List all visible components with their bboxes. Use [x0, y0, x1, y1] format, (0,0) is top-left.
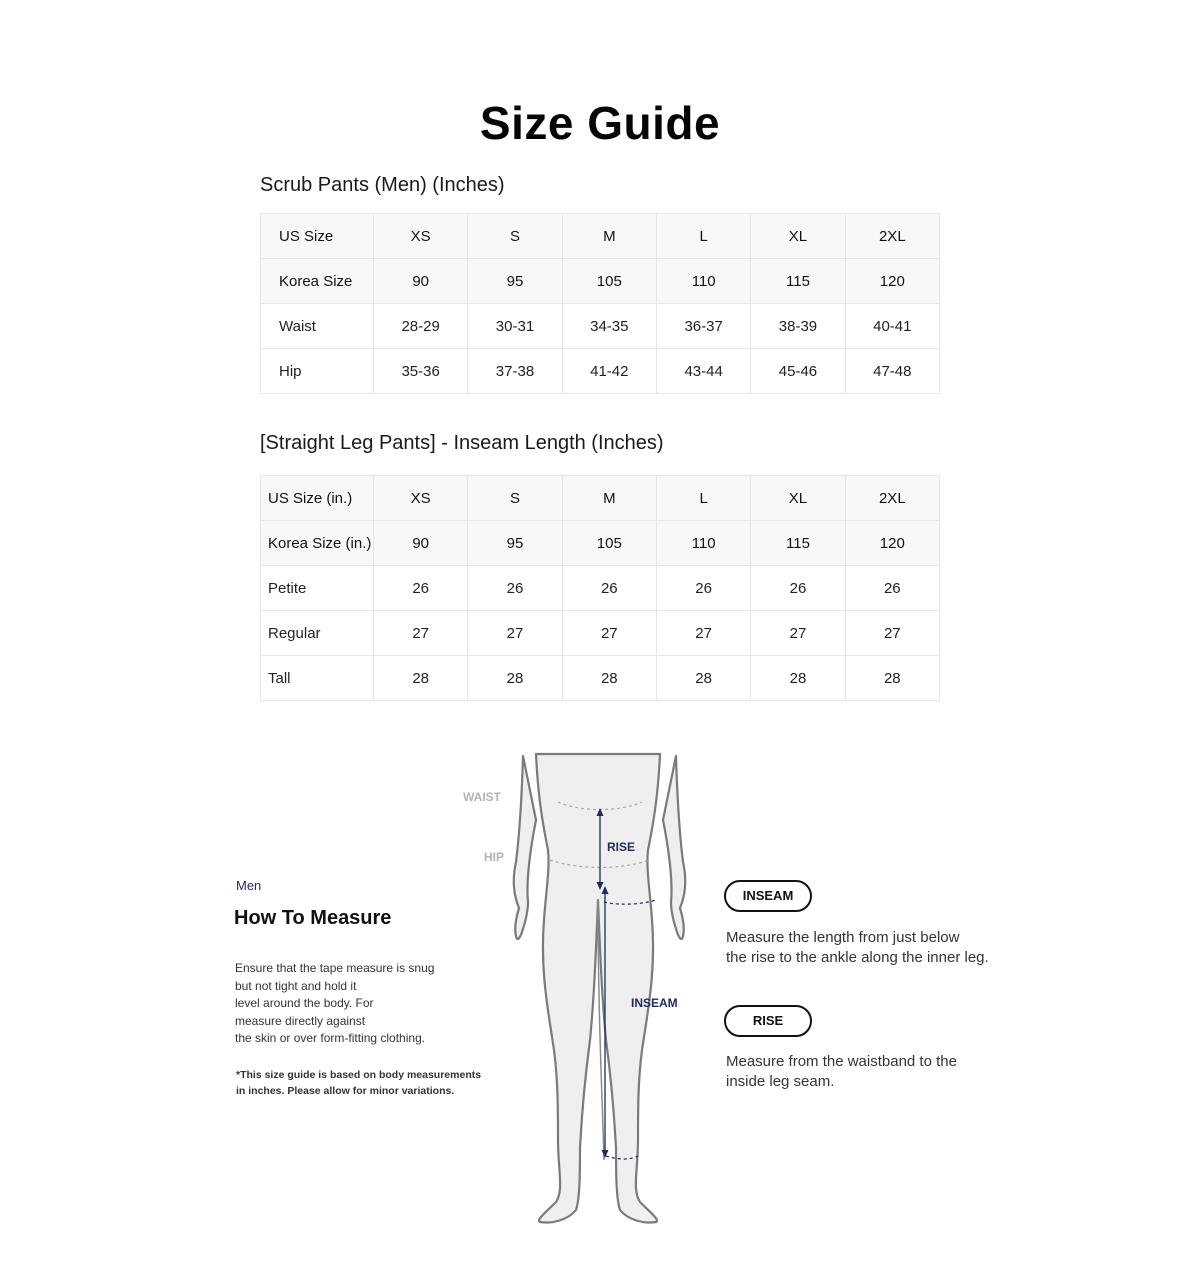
header-row — [261, 214, 940, 259]
gender-label: Men — [236, 878, 262, 893]
table-cell: 27 — [751, 611, 845, 656]
table-cell: 27 — [656, 611, 750, 656]
table-cell: 105 — [562, 521, 656, 566]
table-cell: 26 — [562, 566, 656, 611]
table-cell: 27 — [374, 611, 468, 656]
size-table-scrub-pants — [260, 213, 940, 394]
desc-line: the rise to the ankle along the inner leg. — [726, 949, 989, 966]
table-cell: XL — [751, 476, 845, 521]
note-line: *This size guide is based on body measurements — [236, 1069, 482, 1081]
table-cell: L — [656, 214, 750, 259]
how-to-measure-text — [235, 960, 434, 1048]
table-cell: 28 — [751, 656, 845, 701]
inseam-badge: INSEAM — [724, 880, 812, 912]
table-cell: 28 — [656, 656, 750, 701]
table-cell: 95 — [468, 259, 562, 304]
table-cell: 26 — [845, 566, 939, 611]
row-label: US Size (in.) — [261, 476, 374, 521]
desc-line: inside leg seam. — [726, 1073, 835, 1090]
text-line: the skin or over form-fitting clothing. — [235, 1031, 426, 1045]
table-cell: L — [656, 476, 750, 521]
table-cell: 110 — [656, 521, 750, 566]
table-cell: XL — [751, 214, 845, 259]
table-cell: 110 — [656, 259, 750, 304]
table-cell: 35-36 — [374, 349, 468, 394]
table-row — [261, 349, 940, 394]
text-line: measure directly against — [235, 1013, 366, 1028]
table-row — [261, 656, 940, 701]
inseam-description — [726, 928, 989, 968]
table-cell: 28 — [562, 656, 656, 701]
table-cell: XS — [374, 214, 468, 259]
table-body — [261, 214, 940, 394]
rise-badge: RISE — [724, 1005, 812, 1037]
body-silhouette — [536, 754, 660, 1223]
table-cell: 37-38 — [468, 349, 562, 394]
table-cell: 120 — [845, 259, 939, 304]
table-cell: 28 — [845, 656, 939, 701]
table-cell: 26 — [468, 566, 562, 611]
table-cell: 120 — [845, 521, 939, 566]
table-cell: 45-46 — [751, 349, 845, 394]
table-cell: 95 — [468, 521, 562, 566]
size-table-inseam — [260, 475, 940, 701]
inseam-label: INSEAM — [631, 996, 678, 1010]
desc-line: Measure from the waistband to the — [726, 1053, 957, 1070]
waist-label: WAIST — [463, 790, 501, 804]
row-label: Waist — [261, 304, 374, 349]
korea-size-row — [261, 259, 940, 304]
table-cell: 27 — [845, 611, 939, 656]
table-cell: 41-42 — [562, 349, 656, 394]
table-cell: M — [562, 214, 656, 259]
table-cell: 115 — [751, 521, 845, 566]
row-label: Regular — [261, 611, 374, 656]
table-cell: 90 — [374, 521, 468, 566]
text-line: but not tight and hold it — [235, 978, 357, 993]
table-cell: 30-31 — [468, 304, 562, 349]
table-cell: 38-39 — [751, 304, 845, 349]
table-cell: 28 — [468, 656, 562, 701]
table-cell: XS — [374, 476, 468, 521]
korea-size-row — [261, 521, 940, 566]
row-label: Korea Size (in.) — [261, 521, 374, 566]
table-cell: 105 — [562, 259, 656, 304]
rise-label: RISE — [607, 840, 636, 854]
table-cell: 34-35 — [562, 304, 656, 349]
table-cell: S — [468, 476, 562, 521]
right-arm — [663, 756, 685, 939]
table-row — [261, 304, 940, 349]
row-label: US Size — [261, 214, 374, 259]
table-row — [261, 566, 940, 611]
table-cell: 115 — [751, 259, 845, 304]
body-measurement-figure — [440, 750, 760, 1230]
table-row — [261, 611, 940, 656]
row-label: Hip — [261, 349, 374, 394]
hip-label: HIP — [484, 850, 505, 864]
table-cell: 36-37 — [656, 304, 750, 349]
left-arm — [514, 756, 536, 939]
table-cell: 28-29 — [374, 304, 468, 349]
table-cell: 28 — [374, 656, 468, 701]
table-cell: 26 — [374, 566, 468, 611]
row-label: Korea Size — [261, 259, 374, 304]
table-cell: 26 — [656, 566, 750, 611]
table-cell: 90 — [374, 259, 468, 304]
row-label: Tall — [261, 656, 374, 701]
row-label: Petite — [261, 566, 374, 611]
note-line: in inches. Please allow for minor variations. — [236, 1085, 455, 1097]
text-line: level around the body. For — [235, 996, 374, 1010]
table-cell: 2XL — [845, 476, 939, 521]
table-cell: 26 — [751, 566, 845, 611]
table-cell: 27 — [468, 611, 562, 656]
table-cell: 2XL — [845, 214, 939, 259]
table-title-inseam: [Straight Leg Pants] - Inseam Length (Inches) — [260, 432, 664, 454]
table-cell: 40-41 — [845, 304, 939, 349]
table-cell: M — [562, 476, 656, 521]
rise-description — [726, 1052, 957, 1092]
table-cell: S — [468, 214, 562, 259]
page-title: Size Guide — [479, 97, 721, 149]
table-body — [261, 476, 940, 701]
text-line: Ensure that the tape measure is snug — [235, 961, 435, 975]
table-cell: 47-48 — [845, 349, 939, 394]
table-title-scrub-pants: Scrub Pants (Men) (Inches) — [260, 174, 505, 196]
desc-line: Measure the length from just below — [726, 929, 960, 946]
table-cell: 27 — [562, 611, 656, 656]
header-row — [261, 476, 940, 521]
table-cell: 43-44 — [656, 349, 750, 394]
how-to-measure-title: How To Measure — [234, 907, 392, 929]
